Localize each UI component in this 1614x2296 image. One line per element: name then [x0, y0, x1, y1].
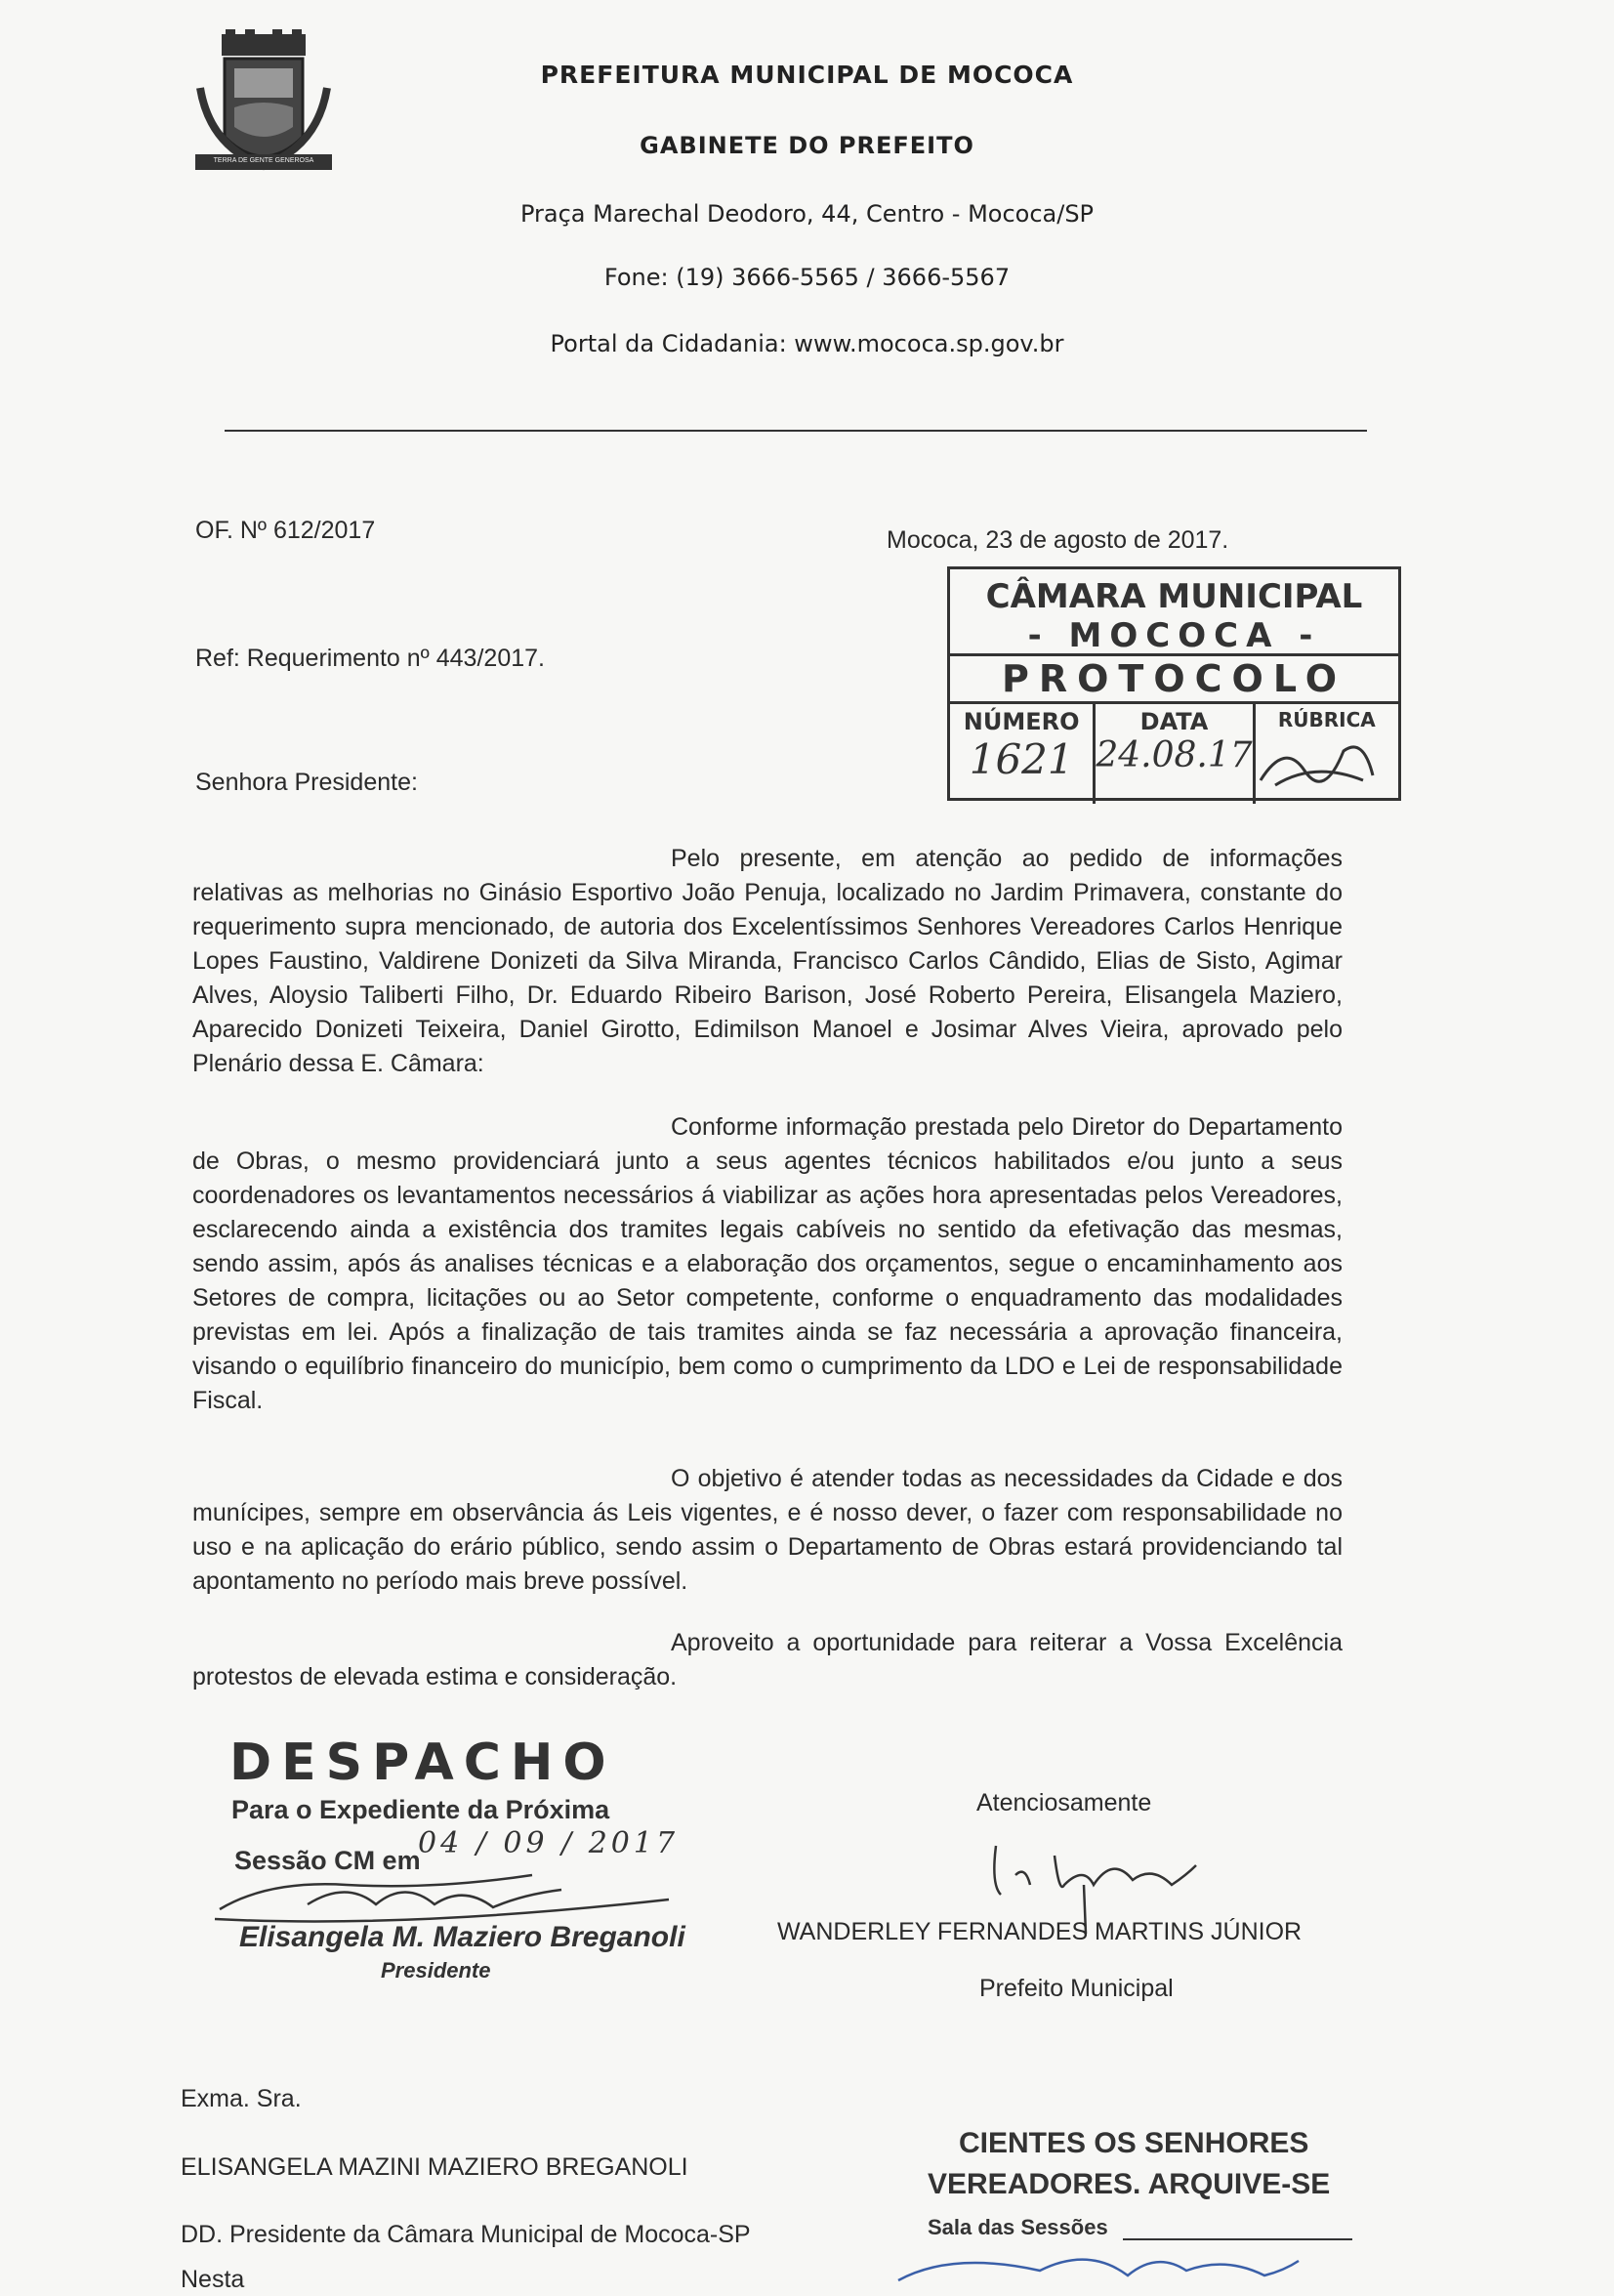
date-line: Mococa, 23 de agosto de 2017. [887, 526, 1229, 554]
salutation: Senhora Presidente: [195, 769, 418, 796]
header-phone: Fone: (19) 3666-5565 / 3666-5567 [603, 264, 1011, 291]
cientes-signature-icon [893, 2241, 1304, 2283]
cientes-line3: Sala das Sessões [928, 2215, 1108, 2239]
despacho-line1: Para o Expediente da Próxima [231, 1795, 610, 1824]
addressee-line4: Nesta [181, 2266, 245, 2293]
stamp-date-cell [1096, 704, 1255, 804]
despacho-title: DESPACHO [229, 1733, 616, 1792]
body-paragraph-1: Pelo presente, em atenção ao pedido de informações relativas as melhorias no Ginásio Esportivo João Penuja, localizado no Jardim Primavera, constante do requerimento supra mencionado, de autoria dos Excelentíssimos Senhores Vereadores Carlos Henrique Lopes Faustino, Valdirene Donizeti da Silva Miranda, Francisco Carlos Cândido, Elias de Sisto, Agimar Alves, Aloysio Taliberti Filho, Dr. Eduardo Ribeiro Barison, José Roberto Pereira, Elisangela Maziero, Aparecido Donizeti Teixeira, Daniel Girotto, Edimilson Manoel e Josimar Alves Vieira, aprovado pelo Plenário dessa E. Câmara: [192, 845, 1343, 1077]
municipal-crest [190, 29, 337, 195]
crest-motto: TERRA DE GENTE GENEROSA [213, 157, 314, 164]
cientes-line1: CIENTES OS SENHORES [959, 2127, 1309, 2159]
closing-signer-name: WANDERLEY FERNANDES MARTINS JÚNIOR [777, 1918, 1303, 1945]
stamp-rubrica-label: RÚBRICA [1277, 708, 1376, 731]
rubrica-signature-icon [1256, 731, 1383, 790]
stamp-protocolo: PROTOCOLO [950, 653, 1398, 703]
body-paragraph-4: Aproveito a oportunidade para reiterar a Vossa Excelência protestos de elevada estima e consideração. [192, 1629, 1343, 1691]
reference-line: Ref: Requerimento nº 443/2017. [195, 645, 545, 672]
cientes-signature-line [1123, 2238, 1352, 2240]
closing-signer-title: Prefeito Municipal [979, 1975, 1174, 2002]
despacho-name: Elisangela M. Maziero Breganoli [239, 1921, 685, 1953]
office-number: OF. Nº 612/2017 [195, 517, 376, 544]
stamp-camara: CÂMARA MUNICIPAL [985, 577, 1363, 616]
body-paragraph-3: O objetivo é atender todas as necessidades da Cidade e dos munícipes, sempre em observância ás Leis vigentes, e é nosso dever, o fazer com responsabilidade no uso e na aplicação do erário público, sendo assim o Departamento de Obras estará providenciando tal apontamento no período mais breve possível. [192, 1465, 1343, 1595]
header-prefeitura: PREFEITURA MUNICIPAL DE MOCOCA [540, 61, 1074, 89]
header-gabinete: GABINETE DO PREFEITO [640, 132, 974, 159]
despacho-signature-icon [210, 1870, 679, 1929]
stamp-date-label: DATA [1139, 708, 1209, 735]
coat-of-arms-icon [190, 29, 337, 195]
header-address: Praça Marechal Deodoro, 44, Centro - Mococa/SP [519, 200, 1095, 228]
stamp-number-label: NÚMERO [963, 708, 1080, 735]
stamp-number-cell [950, 704, 1096, 804]
addressee-line1: Exma. Sra. [181, 2085, 302, 2112]
header-portal: Portal da Cidadania: www.mococa.sp.gov.br [550, 330, 1064, 357]
closing-regards: Atenciosamente [976, 1789, 1152, 1816]
stamp-mococa: - MOCOCA - [1027, 616, 1321, 655]
despacho-handwritten-date: 04 / 09 / 2017 [418, 1826, 680, 1860]
stamp-rubrica-cell [1256, 704, 1398, 804]
stamp-number-value: 1621 [969, 735, 1074, 783]
header-divider [225, 430, 1367, 432]
addressee-line3: DD. Presidente da Câmara Municipal de Mococa-SP [181, 2221, 751, 2248]
despacho-line2: Sessão CM em [234, 1846, 421, 1875]
cientes-line2: VEREADORES. ARQUIVE-SE [928, 2168, 1331, 2200]
body-paragraph-2: Conforme informação prestada pelo Diretor do Departamento de Obras, o mesmo providenciará junto a seus agentes técnicos habilitados e/ou junto a seus coordenadores os levantamentos necessários á viabilizar as ações hora apresentadas pelos Vereadores, esclarecendo ainda a existência dos tramites legais cabíveis no sentido da efetivação das mesmas, sendo assim, após ás analises técnicas e a elaboração dos orçamentos, segue o encaminhamento aos Setores de compra, licitações ou ao Setor competente, conforme o enquadramento das modalidades previstas em lei. Após a finalização de tais tramites ainda se faz necessária a aprovação financeira, visando o equilíbrio financeiro do município, bem como o cumprimento da LDO e Lei de responsabilidade Fiscal. [192, 1113, 1343, 1414]
protocol-stamp [947, 566, 1401, 801]
despacho-role: Presidente [381, 1958, 491, 1983]
stamp-date-value: 24.08.17 [1096, 735, 1253, 775]
addressee-line2: ELISANGELA MAZINI MAZIERO BREGANOLI [181, 2153, 688, 2181]
